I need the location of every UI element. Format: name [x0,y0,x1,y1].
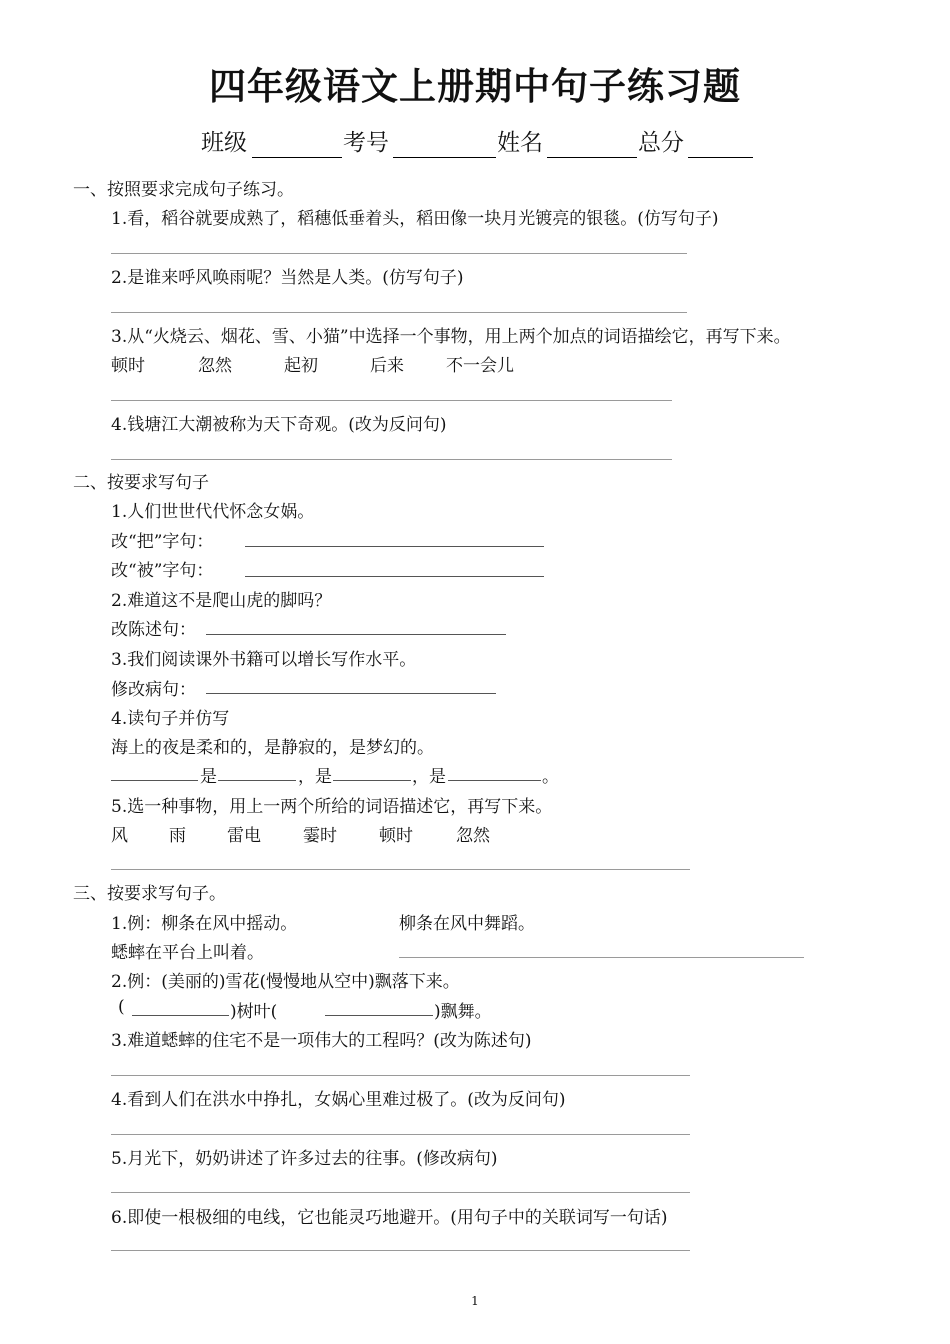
s1-q2: 2.是谁来呼风唤雨呢？当然是人类。(仿写句子) [111,268,464,288]
s2-q3-field[interactable] [206,693,496,694]
s2-q4-example: 海上的夜是柔和的，是静寂的，是梦幻的。 [111,738,434,758]
s3-q4: 4.看到人们在洪水中挣扎，女娲心里难过极了。(改为反问句) [111,1090,566,1110]
s3-q6-answer-line[interactable] [111,1250,690,1251]
s2-q4: 4.读句子并仿写 [111,709,230,729]
s3-q2-blank[interactable] [325,1015,433,1016]
s3-q2-fill-text: )飘舞。 [434,1002,492,1022]
s3-q2-fill-text: ( [118,997,125,1017]
name-field[interactable] [547,157,637,158]
s3-q2: 2.例：(美丽的)雪花(慢慢地从空中)飘落下来。 [111,972,460,992]
s2-q1-bei-label: 改“被”字句： [111,561,214,581]
name-label: 姓名 [497,130,543,156]
s2-q5-word: 风 [111,826,128,846]
page-number: 1 [471,1294,479,1308]
s1-q3-word: 忽然 [198,356,232,376]
s1-q1-answer-line[interactable] [111,253,687,254]
s1-q3-word: 起初 [284,356,318,376]
section1-heading: 一、按照要求完成句子练习。 [73,180,294,200]
s2-q4-blank[interactable] [333,780,411,781]
s2-q4-word: 是 [200,767,217,787]
s2-q1-ba-field[interactable] [245,546,544,547]
class-label: 班级 [201,130,247,156]
s1-q3-word: 不一会儿 [446,356,514,376]
s2-q5-word: 忽然 [456,826,490,846]
s3-q3: 3.难道蟋蟀的住宅不是一项伟大的工程吗？(改为陈述句) [111,1031,532,1051]
s3-q1: 1.例：柳条在风中摇动。 [111,914,298,934]
exam-no-field[interactable] [393,157,496,158]
class-field[interactable] [252,157,342,158]
score-field[interactable] [688,157,753,158]
s3-q4-answer-line[interactable] [111,1134,690,1135]
s3-q2-fill-text: )树叶( [230,1002,278,1022]
s1-q2-answer-line[interactable] [111,312,687,313]
s3-q1-example: 柳条在风中舞蹈。 [399,914,535,934]
s2-q1-ba-label: 改“把”字句： [111,532,214,552]
page-title: 四年级语文上册期中句子练习题 [209,65,741,108]
s1-q3: 3.从“火烧云、烟花、雪、小猫”中选择一个事物，用上两个加点的词语描绘它，再写下来。 [111,327,791,347]
section3-heading: 三、按要求写句子。 [73,884,226,904]
s1-q4: 4.钱塘江大潮被称为天下奇观。(改为反问句) [111,415,447,435]
exam-no-label: 考号 [343,130,389,156]
s1-q1: 1.看，稻谷就要成熟了，稻穗低垂着头，稻田像一块月光镀亮的银毯。(仿写句子) [111,209,719,229]
s2-q4-word: ，是 [298,767,332,787]
s2-q5-word: 雨 [169,826,186,846]
s2-q5-word: 雷电 [227,826,261,846]
s3-q1-answer-line[interactable] [399,957,804,958]
s2-q4-word: ，是 [412,767,446,787]
s2-q2-field[interactable] [206,634,506,635]
s1-q3-answer-line[interactable] [111,400,672,401]
score-label: 总分 [638,130,684,156]
s2-q5-word: 顿时 [379,826,413,846]
s1-q3-word: 后来 [370,356,404,376]
s1-q3-word: 顿时 [111,356,145,376]
s2-q4-blank[interactable] [111,780,198,781]
s3-q2-blank[interactable] [132,1015,229,1016]
s2-q5-word: 霎时 [303,826,337,846]
s2-q4-word: 。 [542,767,559,787]
s3-q3-answer-line[interactable] [111,1075,690,1076]
s2-q1-bei-field[interactable] [245,576,544,577]
s2-q1: 1.人们世世代代怀念女娲。 [111,502,315,522]
s2-q5: 5.选一种事物，用上一两个所给的词语描述它，再写下来。 [111,797,553,817]
section2-heading: 二、按要求写句子 [73,473,209,493]
s2-q2-label: 改陈述句： [111,620,196,640]
s3-q5-answer-line[interactable] [111,1192,690,1193]
s2-q5-answer-line[interactable] [111,869,690,870]
s2-q2: 2.难道这不是爬山虎的脚吗？ [111,591,332,611]
s1-q4-answer-line[interactable] [111,459,672,460]
s2-q4-blank[interactable] [448,780,541,781]
s3-q5: 5.月光下，奶奶讲述了许多过去的往事。(修改病句) [111,1149,498,1169]
s3-q6: 6.即使一根极细的电线，它也能灵巧地避开。(用句子中的关联词写一句话) [111,1208,668,1228]
s2-q4-blank[interactable] [218,780,296,781]
s3-q1-sentence: 蟋蟀在平台上叫着。 [111,943,264,963]
s2-q3-label: 修改病句： [111,680,196,700]
s2-q3: 3.我们阅读课外书籍可以增长写作水平。 [111,650,417,670]
